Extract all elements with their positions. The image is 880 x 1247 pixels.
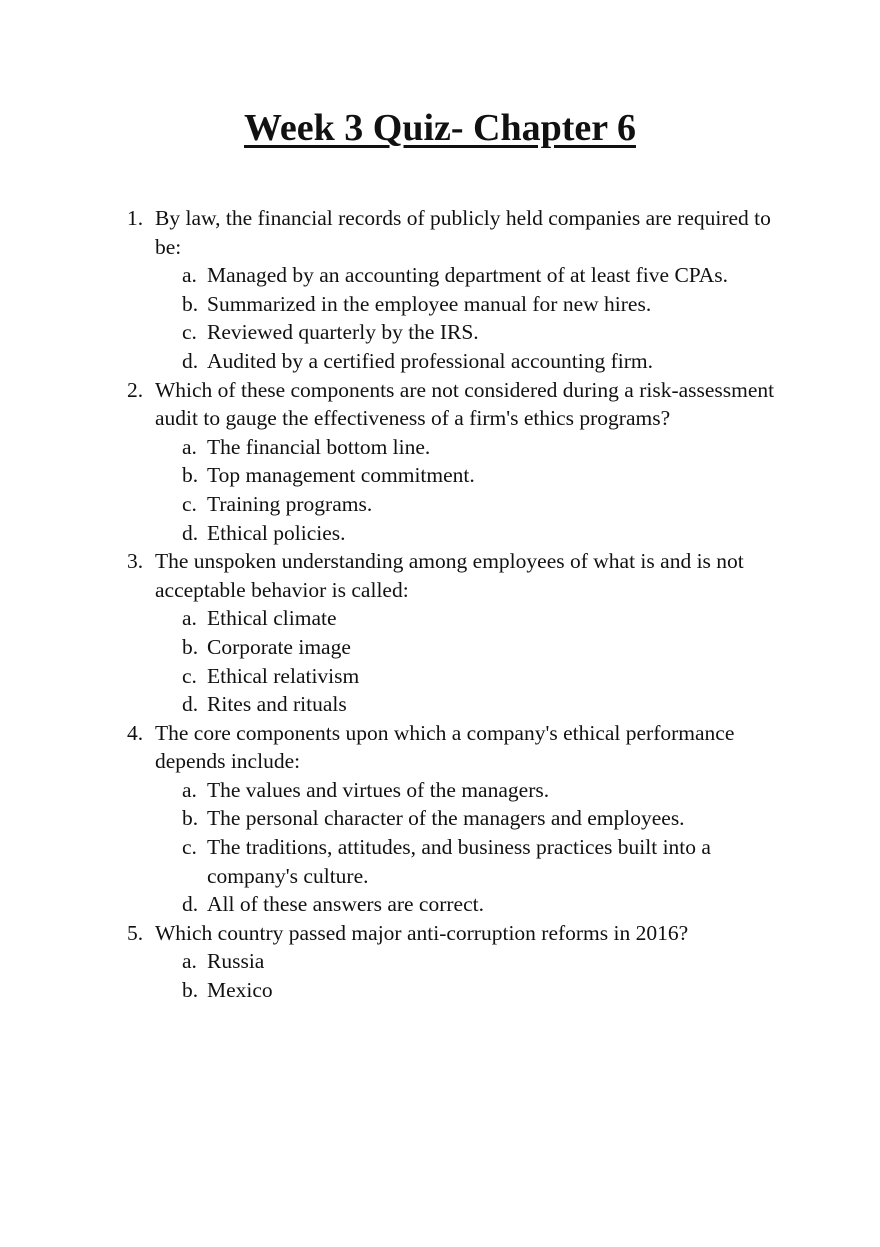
question-4 xyxy=(0,719,880,919)
option-list xyxy=(155,947,790,1004)
option-text: Mexico xyxy=(207,978,273,1003)
option-letter: b. xyxy=(182,978,199,1003)
question-number: 3. xyxy=(127,549,144,574)
option-text: The values and virtues of the managers. xyxy=(207,777,550,802)
question-2 xyxy=(0,376,880,548)
option-letter: d. xyxy=(182,892,199,917)
option-letter: b. xyxy=(182,463,199,488)
option-text: Rites and rituals xyxy=(207,692,347,717)
question-1 xyxy=(0,204,880,376)
option-text: The financial bottom line. xyxy=(207,434,431,459)
option-letter: d. xyxy=(182,692,199,717)
option-letter: c. xyxy=(182,835,197,860)
question-number: 2. xyxy=(127,377,144,402)
option-item xyxy=(155,947,790,976)
option-letter: b. xyxy=(182,291,199,316)
question-3 xyxy=(0,547,880,719)
option-item xyxy=(155,890,790,919)
option-item xyxy=(155,976,790,1005)
option-list xyxy=(155,261,790,375)
option-text: Ethical policies. xyxy=(207,520,346,545)
option-letter: a. xyxy=(182,777,197,802)
option-item xyxy=(155,490,790,519)
question-number: 5. xyxy=(127,920,144,945)
option-item xyxy=(155,776,790,805)
option-letter: a. xyxy=(182,949,197,974)
option-list xyxy=(155,433,790,547)
option-letter: a. xyxy=(182,263,197,288)
option-text: Ethical climate xyxy=(207,606,337,631)
option-item xyxy=(155,433,790,462)
question-text: Which of these components are not considered during a risk-assessment audit to gauge the effectiveness of a firm's ethics programs? xyxy=(155,377,775,431)
option-text: Summarized in the employee manual for new hires. xyxy=(207,291,652,316)
option-text: Russia xyxy=(207,949,265,974)
option-letter: c. xyxy=(182,320,197,345)
option-item xyxy=(155,804,790,833)
question-text: By law, the financial records of publicly held companies are required to be: xyxy=(155,206,771,259)
question-list xyxy=(0,204,880,1005)
option-list xyxy=(155,776,790,919)
question-number: 1. xyxy=(127,206,144,230)
option-item xyxy=(155,290,790,319)
option-letter: d. xyxy=(182,348,199,373)
option-item xyxy=(155,833,790,890)
option-letter: a. xyxy=(182,606,197,631)
option-text: Top management commitment. xyxy=(207,463,475,488)
option-text: The personal character of the managers and employees. xyxy=(207,806,685,831)
page-title: Week 3 Quiz- Chapter 6 xyxy=(244,107,636,149)
option-item xyxy=(155,690,790,719)
question-number: 4. xyxy=(127,720,144,745)
option-item xyxy=(155,318,790,347)
question-text: Which country passed major anti-corruption reforms in 2016? xyxy=(155,920,689,945)
option-text: The traditions, attitudes, and business practices built into a company's culture. xyxy=(207,835,711,888)
question-text: The unspoken understanding among employees of what is and is not acceptable behavior is called: xyxy=(155,549,744,602)
question-5 xyxy=(0,919,880,1005)
option-letter: d. xyxy=(182,520,199,545)
option-letter: a. xyxy=(182,434,197,459)
option-item xyxy=(155,261,790,290)
option-letter: b. xyxy=(182,634,199,659)
question-text: The core components upon which a company's ethical performance depends include: xyxy=(155,720,735,774)
option-item xyxy=(155,461,790,490)
option-list xyxy=(155,604,790,718)
option-text: Audited by a certified professional accounting firm. xyxy=(207,348,653,373)
option-item xyxy=(155,662,790,691)
option-text: All of these answers are correct. xyxy=(207,892,484,917)
option-text: Ethical relativism xyxy=(207,663,360,688)
option-text: Corporate image xyxy=(207,634,351,659)
option-item xyxy=(155,604,790,633)
option-letter: c. xyxy=(182,663,197,688)
option-item xyxy=(155,347,790,376)
option-text: Managed by an accounting department of at least five CPAs. xyxy=(207,263,729,288)
option-text: Reviewed quarterly by the IRS. xyxy=(207,320,479,345)
option-text: Training programs. xyxy=(207,491,373,516)
option-item xyxy=(155,633,790,662)
option-item xyxy=(155,519,790,548)
option-letter: b. xyxy=(182,806,199,831)
option-letter: c. xyxy=(182,491,197,516)
